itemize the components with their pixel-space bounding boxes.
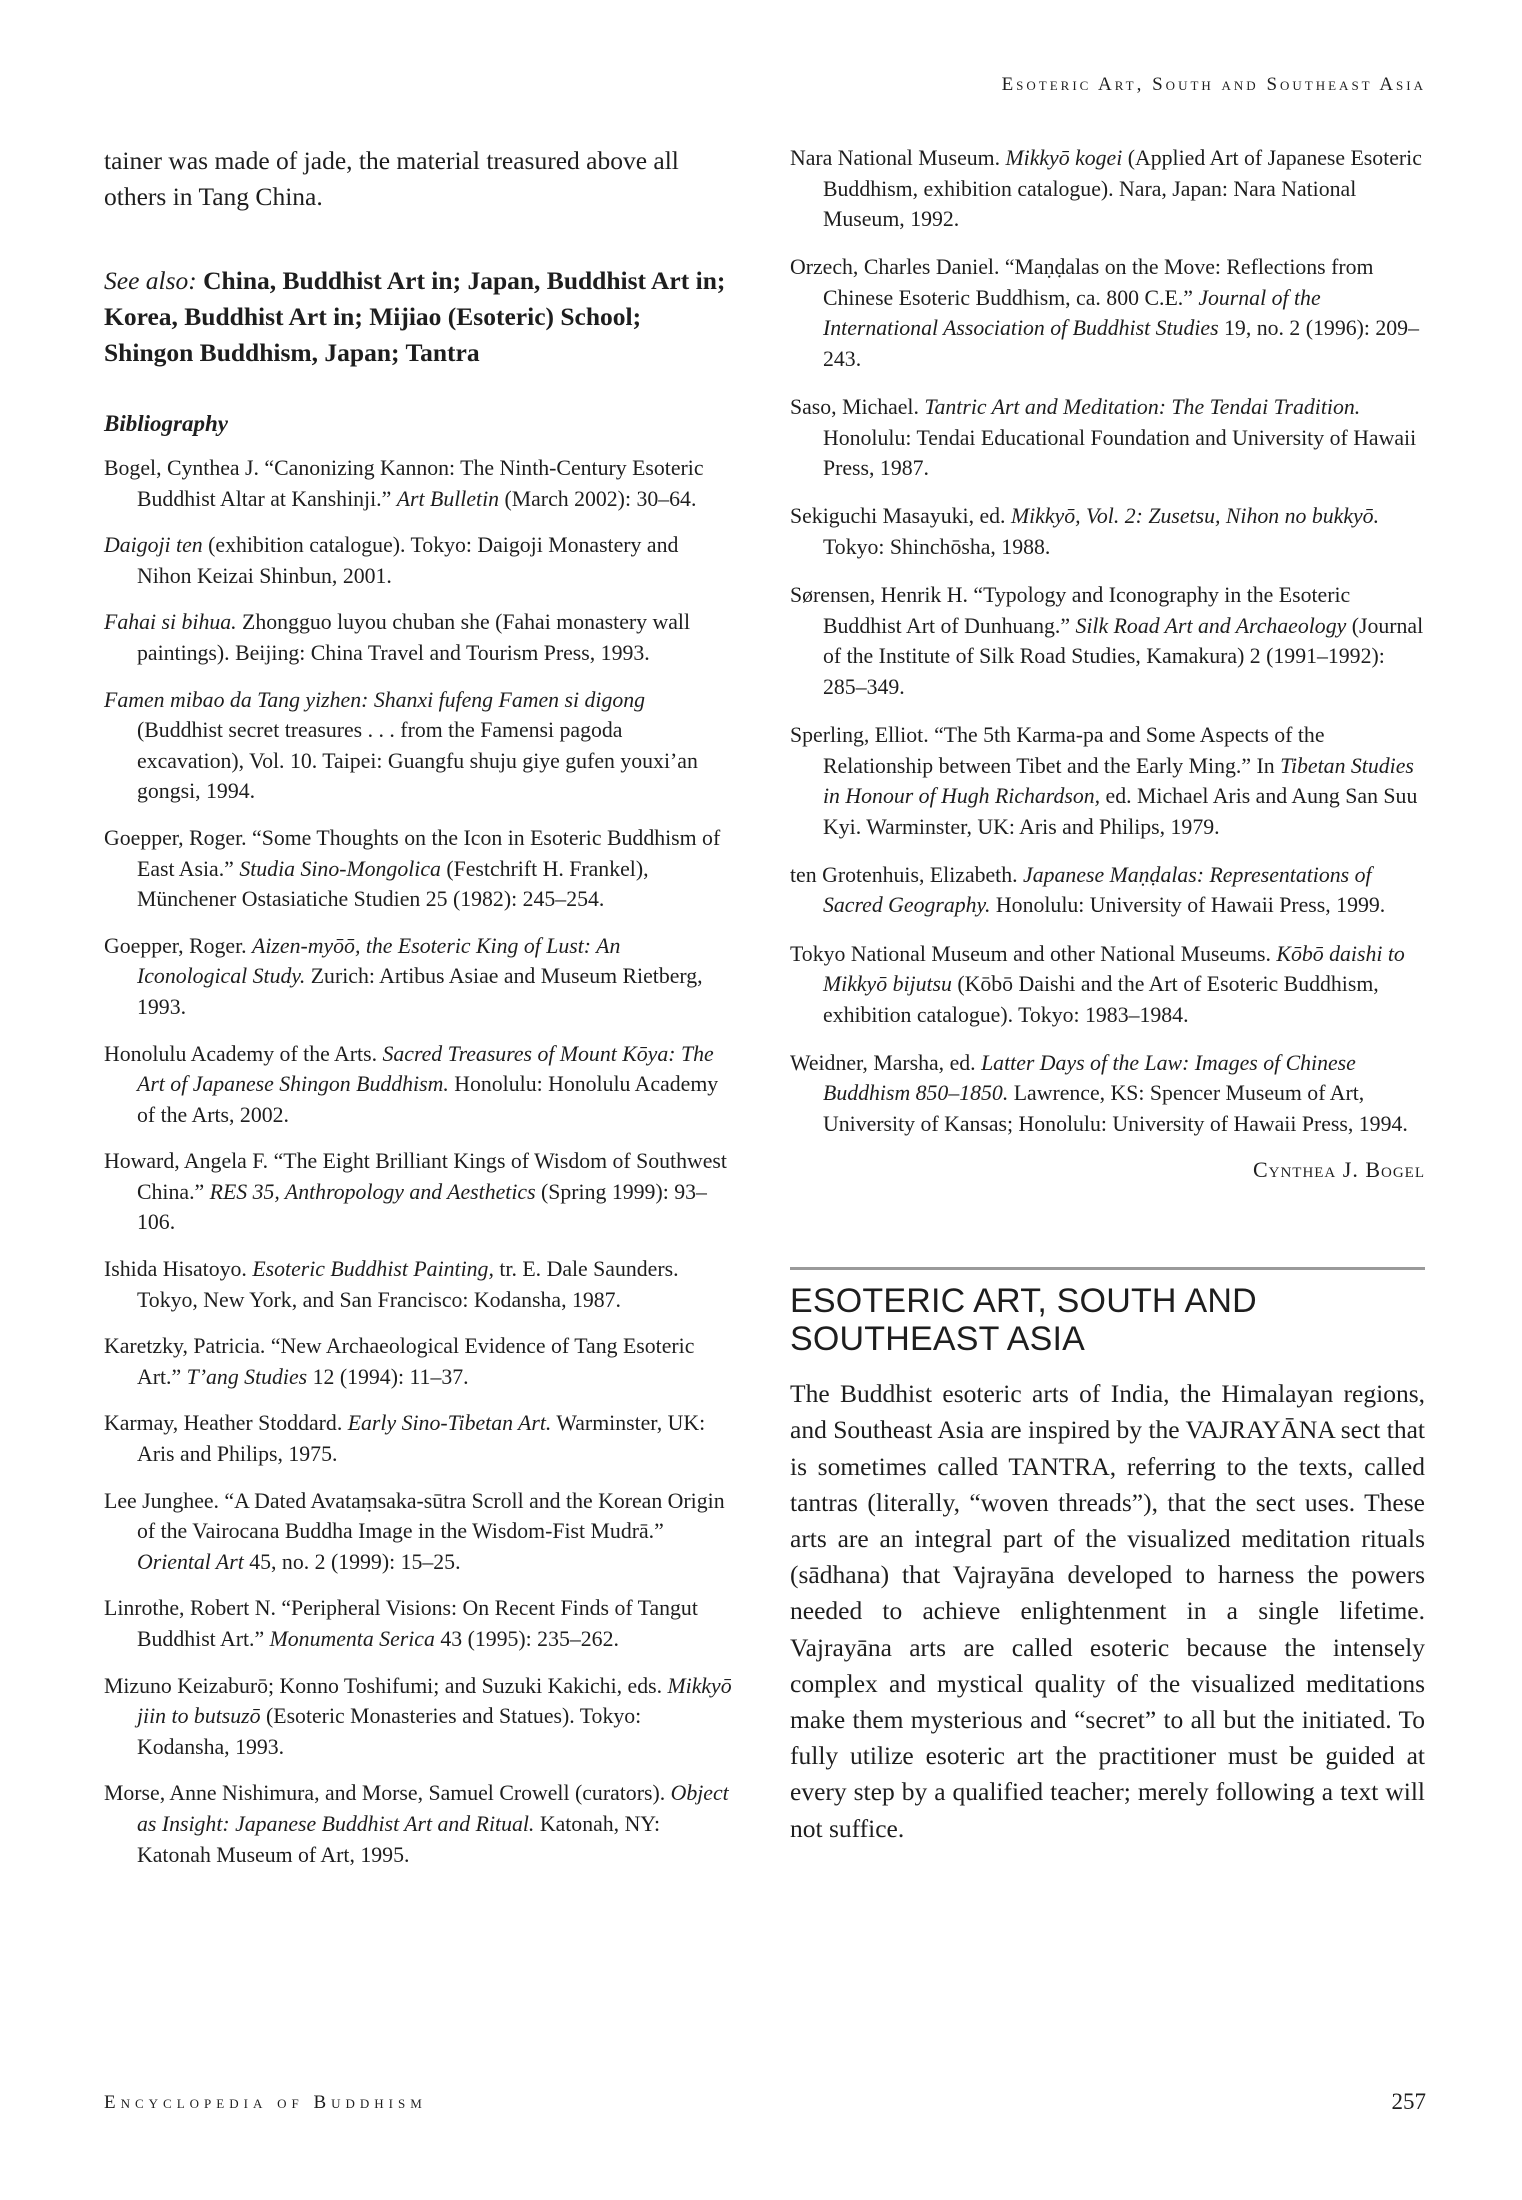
- right-column: [790, 143, 1425, 1847]
- bib-entry-post: Honolulu: Tendai Educational Foundation and University of Hawaii Press, 1987.: [823, 425, 1417, 481]
- bib-entry-post: Lawrence, KS: Spencer Museum of Art, University of Kansas; Honolulu: University of Hawaii Press, 1994.: [823, 1081, 1408, 1137]
- bib-entry-pre: Sperling, Elliot. “The 5th Karma-pa and Some Aspects of the Relationship between Tibet and the Early Ming.” In: [790, 723, 1325, 778]
- see-also: [104, 263, 732, 371]
- bib-entry-pre: Sørensen, Henrik H. “Typology and Iconography in the Esoteric Buddhist Art of Dunhuang.”: [790, 583, 1351, 638]
- bib-entry-title: Monumenta Serica: [269, 1627, 435, 1651]
- bibliography-entry: [104, 1146, 732, 1238]
- running-head: Esoteric Art, South and Southeast Asia: [1001, 74, 1426, 95]
- bib-entry-post: (Esoteric Monasteries and Statues). Tokyo: Kodansha, 1993.: [137, 1704, 642, 1759]
- bib-entry-title: Kōbō daishi to Mikkyō bijutsu: [823, 941, 1405, 997]
- bib-entry-pre: Nara National Museum.: [790, 146, 1006, 170]
- bib-entry-title: Journal of the International Association of Buddhist Studies: [823, 285, 1321, 341]
- bib-entry-title: Mikkyō jiin to butsuzō: [137, 1673, 732, 1729]
- bib-entry-pre: Honolulu Academy of the Arts.: [104, 1041, 383, 1066]
- bibliography-entry: [790, 860, 1425, 921]
- bib-entry-post: Zhongguo luyou chuban she (Fahai monastery wall paintings). Beijing: China Travel and Tourism Press, 1993.: [137, 610, 691, 665]
- bib-entry-post: (Journal of the Institute of Silk Road Studies, Kamakura) 2 (1991–1992): 285–349.: [823, 613, 1424, 699]
- bib-entry-pre: Orzech, Charles Daniel. “Maṇḍalas on the Move: Reflections from Chinese Esoteric Buddhism, ca. 800 C.E.”: [790, 255, 1374, 310]
- footer-book-title: Encyclopedia of Buddhism: [104, 2092, 427, 2113]
- bib-entry-title: Early Sino-Tibetan Art.: [347, 1411, 552, 1436]
- bibliography-entry: [790, 939, 1425, 1031]
- bibliography-list-left: [104, 453, 732, 1870]
- bib-entry-title: Aizen-myōō, the Esoteric King of Lust: An Iconological Study.: [137, 933, 621, 989]
- bibliography-entry: [790, 501, 1425, 562]
- bib-entry-title: Sacred Treasures of Mount Kōya: The Art of Japanese Shingon Buddhism.: [137, 1041, 714, 1097]
- bib-entry-pre: Weidner, Marsha, ed.: [790, 1050, 982, 1075]
- bibliography-entry: [790, 143, 1425, 235]
- bib-entry-title: Mikkyō kogei: [1005, 146, 1123, 170]
- bib-entry-post: 12 (1994): 11–37.: [307, 1364, 469, 1389]
- bib-entry-title: Famen mibao da Tang yizhen: Shanxi fufeng Famen si digong: [104, 687, 646, 712]
- bib-entry-title: Mikkyō, Vol. 2: Zusetsu, Nihon no bukkyō.: [1010, 504, 1380, 529]
- bib-entry-post: (Kōbō Daishi and the Art of Esoteric Buddhism, exhibition catalogue). Tokyo: 1983–1984.: [823, 972, 1379, 1027]
- bib-entry-pre: Howard, Angela F. “The Eight Brilliant Kings of Wisdom of Southwest China.”: [104, 1149, 727, 1204]
- bibliography-entry: [104, 1671, 732, 1763]
- bib-entry-post: 45, no. 2 (1999): 15–25.: [243, 1549, 461, 1574]
- bibliography-entry: [104, 530, 732, 591]
- bibliography-entry: [790, 580, 1425, 702]
- bib-entry-title: Tibetan Studies in Honour of Hugh Richardson,: [823, 753, 1414, 809]
- bibliography-entry: [790, 720, 1425, 842]
- bib-entry-pre: Saso, Michael.: [790, 395, 925, 420]
- bib-entry-pre: Sekiguchi Masayuki, ed.: [790, 504, 1011, 529]
- bibliography-entry: [104, 1593, 732, 1654]
- bibliography-entry: [104, 823, 732, 915]
- bib-entry-title: Latter Days of the Law: Images of Chinese Buddhism 850–1850.: [823, 1050, 1356, 1106]
- bib-entry-post: (Festchrift H. Frankel), Münchener Ostasiatiche Studien 25 (1982): 245–254.: [137, 856, 649, 912]
- bib-entry-title: Oriental Art: [137, 1549, 244, 1574]
- bibliography-entry: [104, 685, 732, 807]
- bib-entry-post: Zurich: Artibus Asiae and Museum Rietberg, 1993.: [137, 964, 703, 1019]
- bibliography-entry: [790, 392, 1425, 484]
- bib-entry-title: Tantric Art and Meditation: The Tendai Tradition.: [924, 395, 1361, 420]
- bibliography-entry: [104, 931, 732, 1023]
- bibliography-entry: [104, 1039, 732, 1131]
- bibliography-entry: [104, 1486, 732, 1578]
- bib-entry-post: (March 2002): 30–64.: [499, 486, 697, 511]
- author-signature: Cynthea J. Bogel: [1252, 1157, 1425, 1183]
- bib-entry-pre: Morse, Anne Nishimura, and Morse, Samuel Crowell (curators).: [104, 1781, 671, 1806]
- bibliography-entry: [104, 607, 732, 668]
- section-divider: [790, 1267, 1425, 1270]
- bibliography-entry: [104, 1331, 732, 1392]
- bib-entry-post: (Buddhist secret treasures . . . from the Famensi pagoda excavation), Vol. 10. Taipei: Guangfu shuju giye gufen youxi’an gongsi, 1994.: [137, 718, 698, 804]
- bib-entry-pre: ten Grotenhuis, Elizabeth.: [790, 862, 1024, 887]
- bibliography-entry: [104, 1408, 732, 1469]
- bib-entry-pre: Linrothe, Robert N. “Peripheral Visions: On Recent Finds of Tangut Buddhist Art.”: [104, 1596, 698, 1651]
- bib-entry-pre: Ishida Hisatoyo.: [104, 1257, 253, 1282]
- bib-entry-post: Katonah, NY: Katonah Museum of Art, 1995.: [137, 1811, 661, 1867]
- bib-entry-title: T’ang Studies: [186, 1364, 308, 1389]
- bib-entry-pre: Lee Junghee. “A Dated Avataṃsaka-sūtra Scroll and the Korean Origin of the Vairocana Buddha Image in the Wisdom-Fist Mudrā.”: [104, 1488, 725, 1544]
- bib-entry-post: (exhibition catalogue). Tokyo: Daigoji Monastery and Nihon Keizai Shinbun, 2001.: [137, 533, 679, 588]
- bib-entry-title: Japanese Maṇḍalas: Representations of Sacred Geography.: [823, 862, 1372, 918]
- bib-entry-pre: Bogel, Cynthea J. “Canonizing Kannon: The Ninth-Century Esoteric Buddhist Altar at Kanshinji.”: [104, 456, 704, 511]
- lead-paragraph: tainer was made of jade, the material treasured above all others in Tang China.: [104, 146, 679, 211]
- bib-entry-post: Warminster, UK: Aris and Philips, 1975.: [137, 1411, 706, 1467]
- bib-entry-pre: Mizuno Keizaburō; Konno Toshifumi; and Suzuki Kakichi, eds.: [104, 1673, 668, 1698]
- bib-entry-pre: Goepper, Roger. “Some Thoughts on the Icon in Esoteric Buddhism of East Asia.”: [104, 825, 721, 881]
- bib-entry-title: Art Bulletin: [396, 486, 500, 511]
- bib-entry-post: (Applied Art of Japanese Esoteric Buddhism, exhibition catalogue). Nara, Japan: Nara National Museum, 1992.: [823, 146, 1422, 232]
- bib-entry-post: ed. Michael Aris and Aung San Suu Kyi. Warminster, UK: Aris and Philips, 1979.: [823, 784, 1418, 839]
- bib-entry-post: tr. E. Dale Saunders. Tokyo, New York, and San Francisco: Kodansha, 1987.: [137, 1257, 679, 1312]
- entry-title: ESOTERIC ART, SOUTH AND SOUTHEAST ASIA: [790, 1282, 1257, 1359]
- bib-entry-post: Honolulu: Honolulu Academy of the Arts, 2002.: [137, 1072, 719, 1127]
- bib-entry-title: Silk Road Art and Archaeology: [1075, 613, 1347, 638]
- bib-entry-title: Daigoji ten: [104, 533, 203, 558]
- bib-entry-pre: Karmay, Heather Stoddard.: [104, 1411, 348, 1436]
- bibliography-entry: [790, 252, 1425, 374]
- bib-entry-post: 19, no. 2 (1996): 209–243.: [823, 316, 1419, 372]
- bibliography-entry: [104, 1254, 732, 1315]
- bibliography-list-right: [790, 143, 1425, 1140]
- bibliography-heading: Bibliography: [104, 411, 228, 436]
- bib-entry-pre: Karetzky, Patricia. “New Archaeological Evidence of Tang Esoteric Art.”: [104, 1334, 695, 1389]
- bibliography-entry: [104, 1778, 732, 1870]
- see-also-text: China, Buddhist Art in; Japan, Buddhist Art in; Korea, Buddhist Art in; Mijiao (Esoteric) School; Shingon Buddhism, Japan; Tantra: [104, 266, 726, 367]
- bib-entry-post: Honolulu: University of Hawaii Press, 1999.: [990, 893, 1386, 918]
- bib-entry-title: RES 35, Anthropology and Aesthetics: [209, 1179, 536, 1204]
- bib-entry-title: Object as Insight: Japanese Buddhist Art and Ritual.: [137, 1781, 729, 1836]
- left-column: [104, 143, 732, 1886]
- bib-entry-title: Fahai si bihua.: [104, 610, 237, 635]
- bib-entry-title: Studia Sino-Mongolica: [239, 856, 441, 881]
- bibliography-entry: [790, 1048, 1425, 1140]
- bib-entry-title: Esoteric Buddhist Painting,: [252, 1257, 494, 1282]
- bib-entry-post: (Spring 1999): 93–106.: [137, 1179, 707, 1235]
- bib-entry-pre: Tokyo National Museum and other National Museums.: [790, 941, 1277, 966]
- bib-entry-post: Tokyo: Shinchōsha, 1988.: [823, 535, 1051, 560]
- see-also-label: See also:: [104, 266, 197, 295]
- page-number: 257: [1391, 2089, 1426, 2114]
- bib-entry-pre: Goepper, Roger.: [104, 933, 253, 958]
- bibliography-entry: [104, 453, 732, 514]
- bib-entry-post: 43 (1995): 235–262.: [434, 1627, 619, 1651]
- entry-body-paragraph: The Buddhist esoteric arts of India, the Himalayan regions, and Southeast Asia are inspired by the VAJRAYĀNA sect that is sometimes called TANTRA, referring to the texts, called tantras (literally, “woven threads”), that the sect uses. These arts are an integral part of the visualized meditation rituals (sādhana) that Vajrayāna developed to harness the powers needed to achieve enlightenment in a single lifetime. Vajrayāna arts are called esoteric because the intensely complex and mystical quality of the visualized meditations make them mysterious and “secret” to all but the initiated. To fully utilize esoteric art the practitioner must be guided at every step by a qualified teacher; merely following a text will not suffice.: [790, 1379, 1425, 1843]
